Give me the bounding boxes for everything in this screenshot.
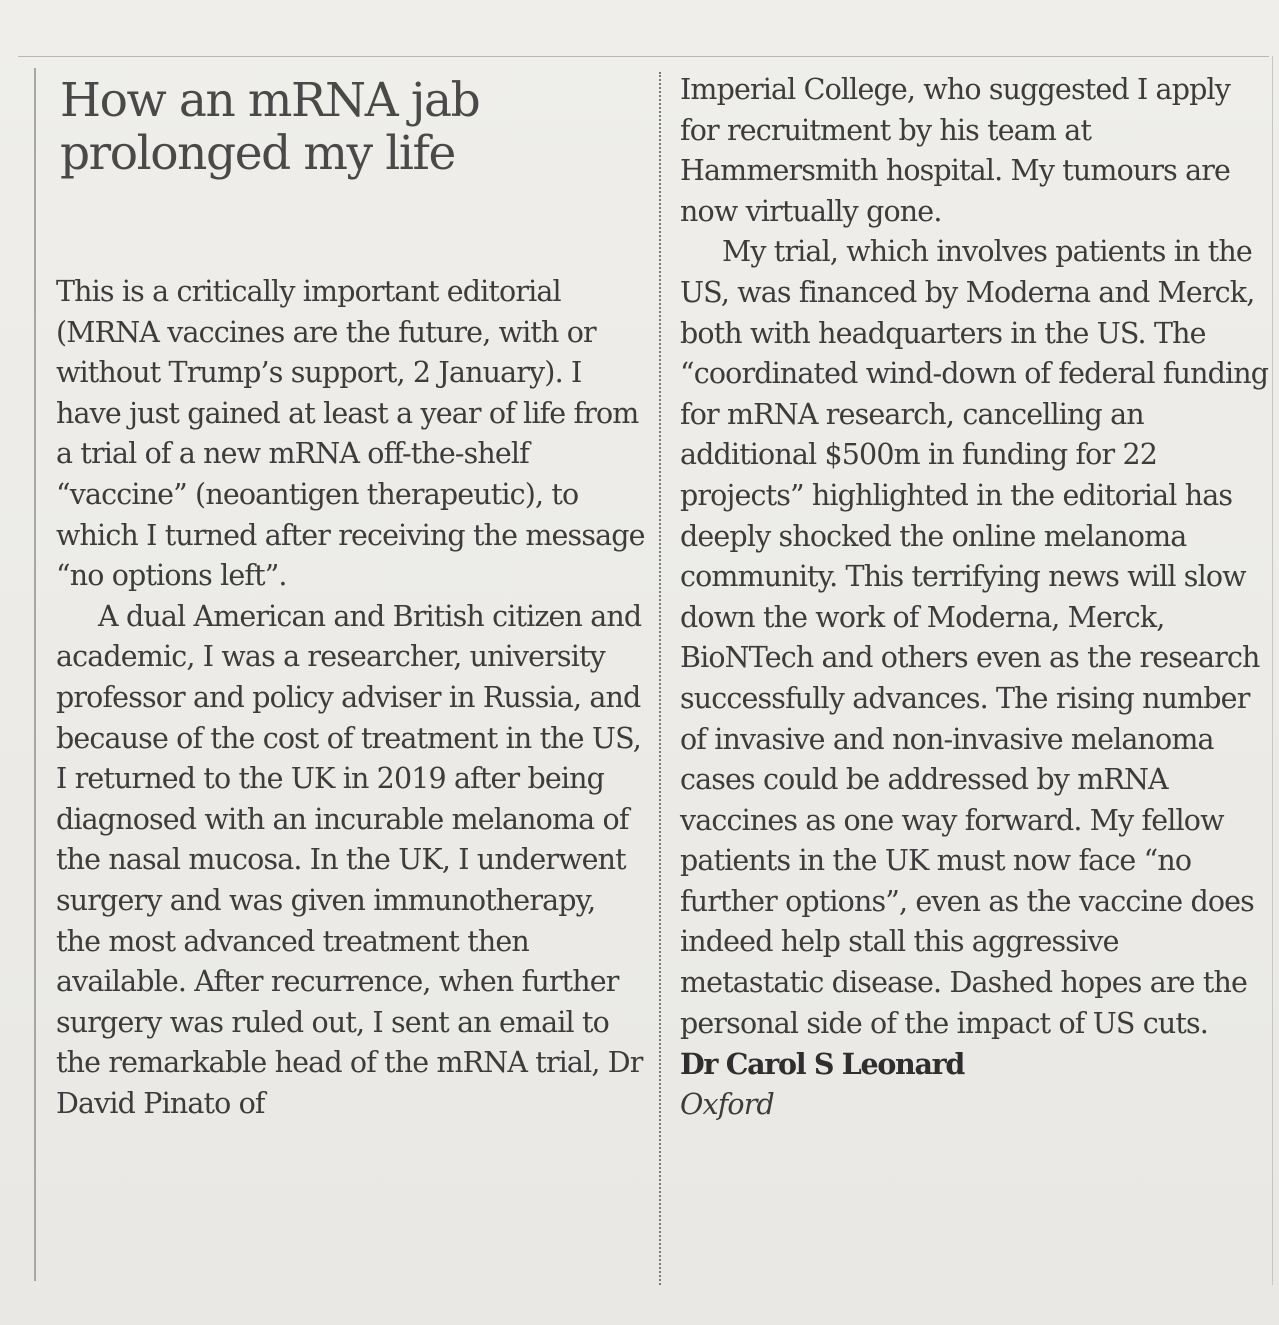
left-column (56, 272, 646, 1124)
paragraph-3: My trial, which involves patients in the US, was financed by Moderna and Merck, both with headquarters in the US. The “coordinated wind-down of federal funding for mRNA research, cancelling an additional $500m in funding for 22 projects” highlighted in the editorial has deeply shocked the online melanoma community. This terrifying news will slow down the work of Moderna, Merck, BioNTech and others even as the research successfully advances. The rising number of invasive and non-invasive melanoma cases could be addressed by mRNA vaccines as one way forward. My fellow patients in the UK must now face “no further options”, even as the vaccine does indeed help stall this aggressive metastatic disease. Dashed hopes are the personal side of the impact of US cuts. (680, 235, 1269, 1040)
byline-place: Oxford (680, 1087, 774, 1121)
byline-name: Dr Carol S Leonard (680, 1047, 964, 1082)
right-edge-rule (1272, 56, 1273, 1285)
top-rule (18, 56, 1269, 57)
left-column-rule (34, 68, 36, 1281)
headline: How an mRNA jab prolonged my life (60, 73, 480, 181)
column-divider (659, 72, 661, 1285)
paragraph-2: A dual American and British citizen and academic, I was a researcher, university professor and policy adviser in Russia, and because of the cost of treatment in the US, I returned to the UK in 2019 after being diagnosed with an incurable melanoma of the nasal mucosa. In the UK, I underwent surgery and was given immunotherapy, the most advanced treatment then available. After recurrence, when further surgery was ruled out, I sent an email to the remarkable head of the mRNA trial, Dr David Pinato of (56, 599, 643, 1120)
paragraph-1: This is a critically important editorial (MRNA vaccines are the future, with or without Trump’s support, 2 January). I have just gained at least a year of life from a trial of a new mRNA off-the-shelf “vaccine” (neoantigen therapeutic), to which I turned after receiving the message “no options left”. (56, 275, 645, 593)
paragraph-2-continued: Imperial College, who suggested I apply for recruitment by his team at Hammersmith hospital. My tumours are now virtually gone. (680, 73, 1231, 228)
right-column (680, 70, 1270, 1125)
